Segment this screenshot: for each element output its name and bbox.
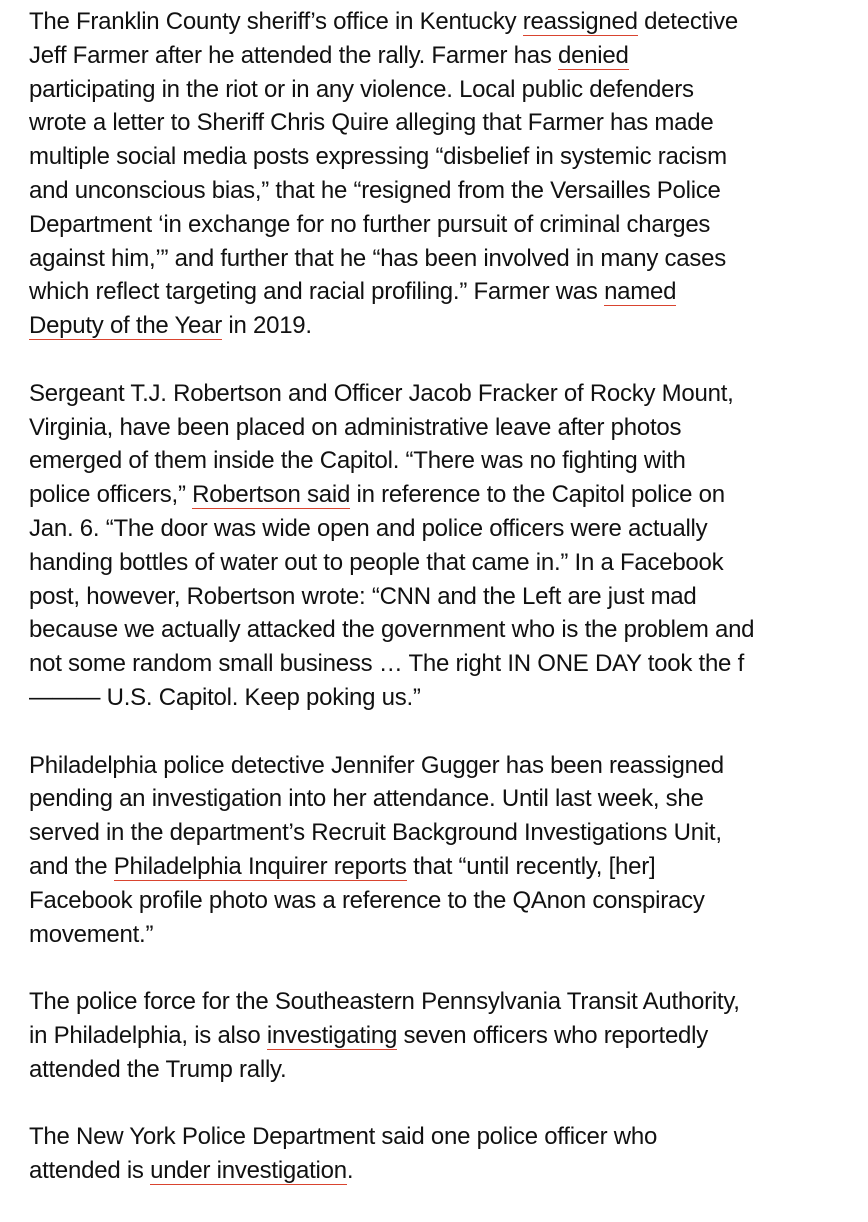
inline-link[interactable]: under investigation: [150, 1157, 347, 1185]
paragraph-franklin-county: [29, 5, 859, 343]
paragraph-text: The Franklin County sheriff’s office in Kentucky: [29, 8, 523, 35]
paragraph-text: participating in the riot or in any violence. Local public defenders wrote a letter to Sheriff Chris Quire alleging that Farmer has made multiple social media posts expressing “disbelief in systemic racism and unconscious bias,” that he “resigned from the Versailles Police Department ‘in exchange for no further pursuit of criminal charges against him,’” and further that he “has been involved in many cases which reflect targeting and racial profiling.” Farmer was: [29, 75, 727, 306]
paragraph-septa-police: [29, 985, 859, 1086]
paragraph-philadelphia-detective: [29, 749, 859, 952]
paragraph-text: detective Jeff Farmer after he attended the rally. Farmer has: [29, 8, 738, 69]
article-body: [29, 5, 859, 1222]
inline-link[interactable]: denied: [558, 41, 629, 69]
inline-link[interactable]: Robertson said: [192, 481, 351, 509]
inline-link[interactable]: named Deputy of the Year: [29, 278, 677, 340]
inline-link[interactable]: reassigned: [522, 8, 638, 35]
paragraph-text: seven officers who reportedly attended the Trump rally.: [29, 1021, 708, 1083]
paragraph-text: in reference to the Capitol police on Jan. 6. “The door was wide open and police officers were actually handing bottles of water out to people that came in.” In a Facebook post, however, Robertson wrote: “CNN and the Left are just mad because we actually attacked the government who is the problem and not some random small business … The right IN ONE DAY took the f ——— U.S. Capitol. Keep poking us.”: [29, 481, 755, 711]
paragraph-text: that “until recently, [her] Facebook profile photo was a reference to the QAnon conspiracy movement.”: [29, 852, 705, 948]
paragraph-text: Sergeant T.J. Robertson and Officer Jacob Fracker of Rocky Mount, Virginia, have been placed on administrative leave after photos emerged of them inside the Capitol. “There was no fighting with police officers,”: [29, 379, 734, 509]
paragraph-text: The police force for the Southeastern Pennsylvania Transit Authority, in Philadelphia, is also: [29, 988, 740, 1049]
paragraph-nypd: [29, 1120, 859, 1188]
paragraph-text: .: [346, 1157, 354, 1185]
paragraph-text: in 2019.: [221, 312, 312, 340]
paragraph-rocky-mount: [29, 377, 859, 715]
inline-link[interactable]: investigating: [266, 1021, 398, 1049]
paragraph-text: The New York Police Department said one police officer who attended is: [29, 1123, 658, 1185]
paragraph-text: Philadelphia police detective Jennifer Gugger has been reassigned pending an investigation into her attendance. Until last week, she served in the department’s Recruit Background Investigations Unit, and the: [29, 751, 724, 880]
inline-link[interactable]: Philadelphia Inquirer reports: [113, 852, 407, 880]
